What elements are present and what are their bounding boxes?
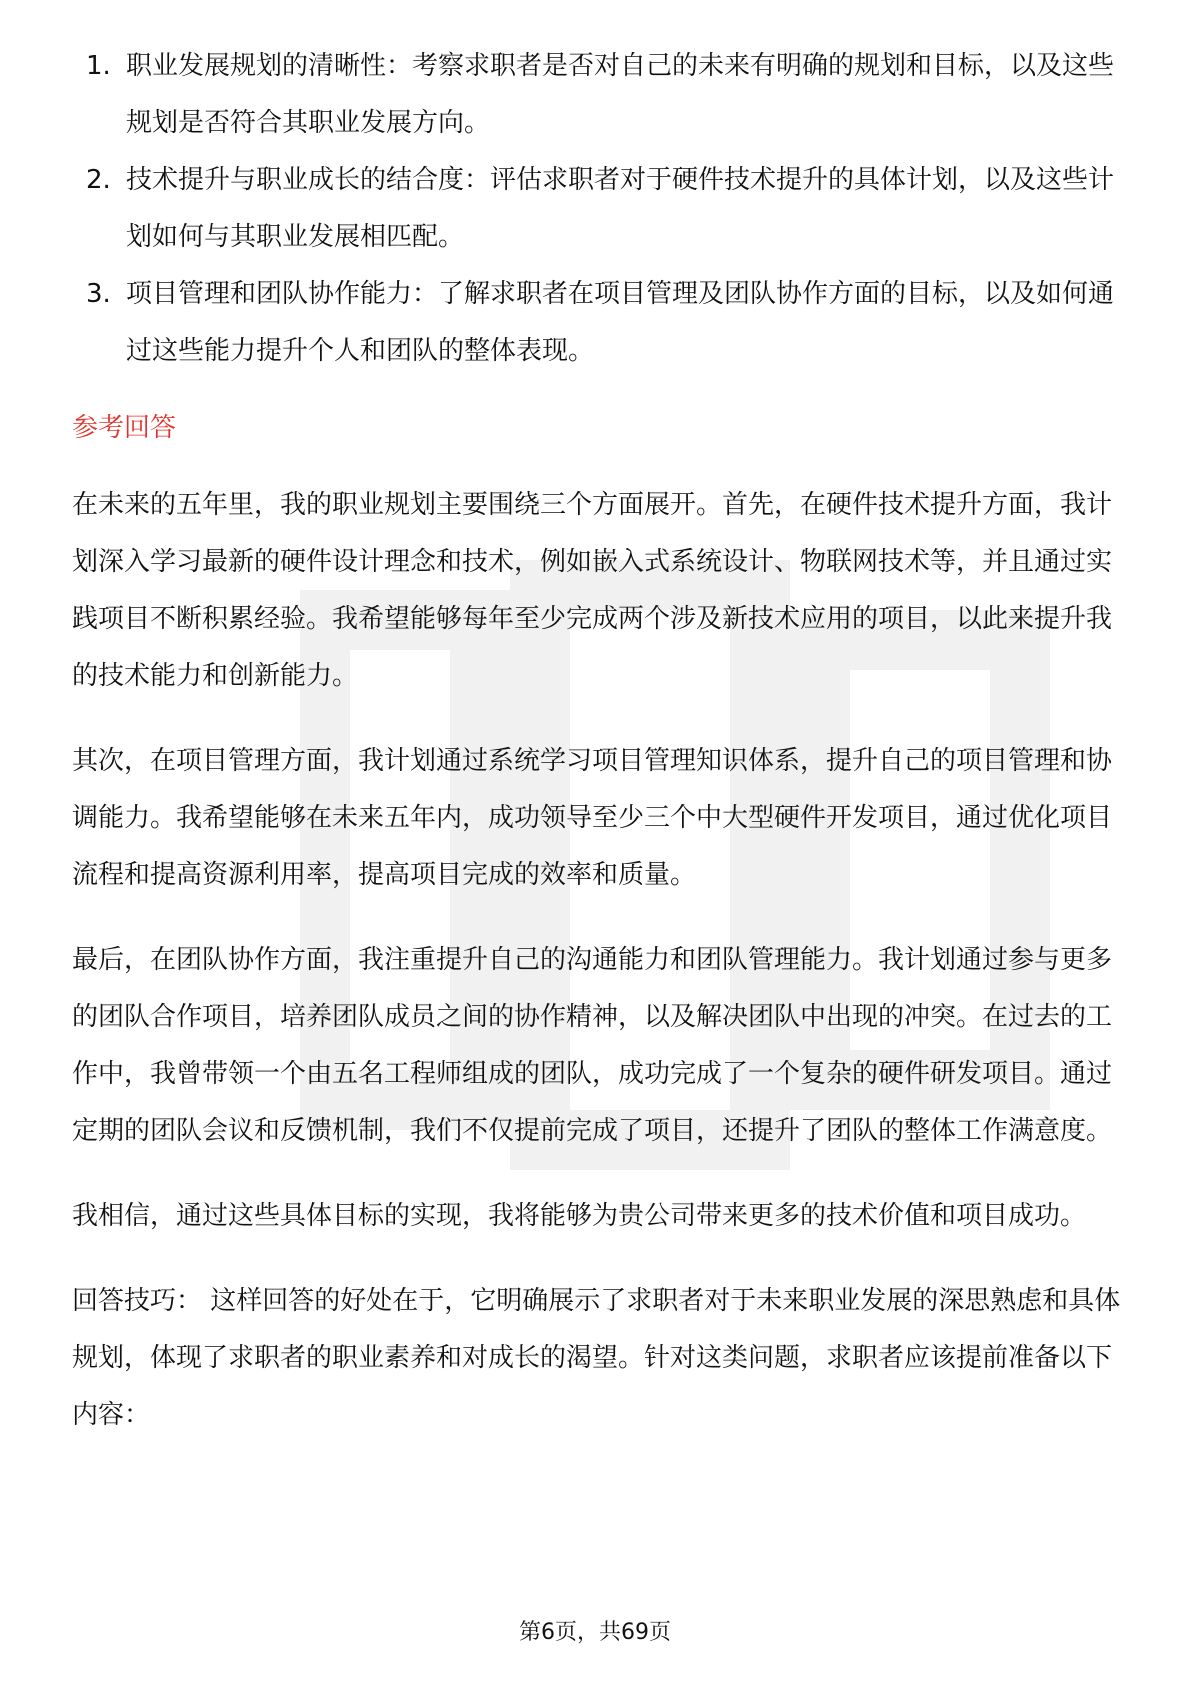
main-content [72, 38, 1122, 1472]
list-item-number: 2. [86, 165, 111, 195]
page-number-footer: 第6页，共69页 [519, 1620, 671, 1645]
evaluation-criteria-list [72, 38, 1122, 380]
list-item [72, 152, 1122, 266]
list-item-text: 项目管理和团队协作能力：了解求职者在项目管理及团队协作方面的目标，以及如何通过这些能力提升个人和团队的整体表现。 [126, 279, 1115, 366]
answer-paragraph: 其次，在项目管理方面，我计划通过系统学习项目管理知识体系，提升自己的项目管理和协调能力。我希望能够在未来五年内，成功领导至少三个中大型硬件开发项目，通过优化项目流程和提高资源利用率，提高项目完成的效率和质量。 [72, 746, 1113, 890]
tips-paragraph: 回答技巧： 这样回答的好处在于，它明确展示了求职者对于未来职业发展的深思熟虑和具体规划，体现了求职者的职业素养和对成长的渴望。针对这类问题，求职者应该提前准备以下内容： [72, 1286, 1121, 1430]
section-heading: 参考回答 [72, 413, 177, 443]
answer-paragraph: 我相信，通过这些具体目标的实现，我将能够为贵公司带来更多的技术价值和项目成功。 [72, 1201, 1087, 1231]
list-item [72, 38, 1122, 152]
list-item-text: 技术提升与职业成长的结合度：评估求职者对于硬件技术提升的具体计划，以及这些计划如何与其职业发展相匹配。 [126, 165, 1115, 252]
list-item-text: 职业发展规划的清晰性：考察求职者是否对自己的未来有明确的规划和目标，以及这些规划是否符合其职业发展方向。 [126, 51, 1115, 138]
answer-paragraph: 最后，在团队协作方面，我注重提升自己的沟通能力和团队管理能力。我计划通过参与更多的团队合作项目，培养团队成员之间的协作精神，以及解决团队中出现的冲突。在过去的工作中，我曾带领一个由五名工程师组成的团队，成功完成了一个复杂的硬件研发项目。通过定期的团队会议和反馈机制，我们不仅提前完成了项目，还提升了团队的整体工作满意度。 [72, 945, 1113, 1146]
list-item-number: 3. [86, 279, 111, 309]
answer-paragraph: 在未来的五年里，我的职业规划主要围绕三个方面展开。首先，在硬件技术提升方面，我计划深入学习最新的硬件设计理念和技术，例如嵌入式系统设计、物联网技术等，并且通过实践项目不断积累经验。我希望能够每年至少完成两个涉及新技术应用的项目，以此来提升我的技术能力和创新能力。 [72, 490, 1113, 691]
list-item [72, 266, 1122, 380]
list-item-number: 1. [86, 51, 111, 81]
